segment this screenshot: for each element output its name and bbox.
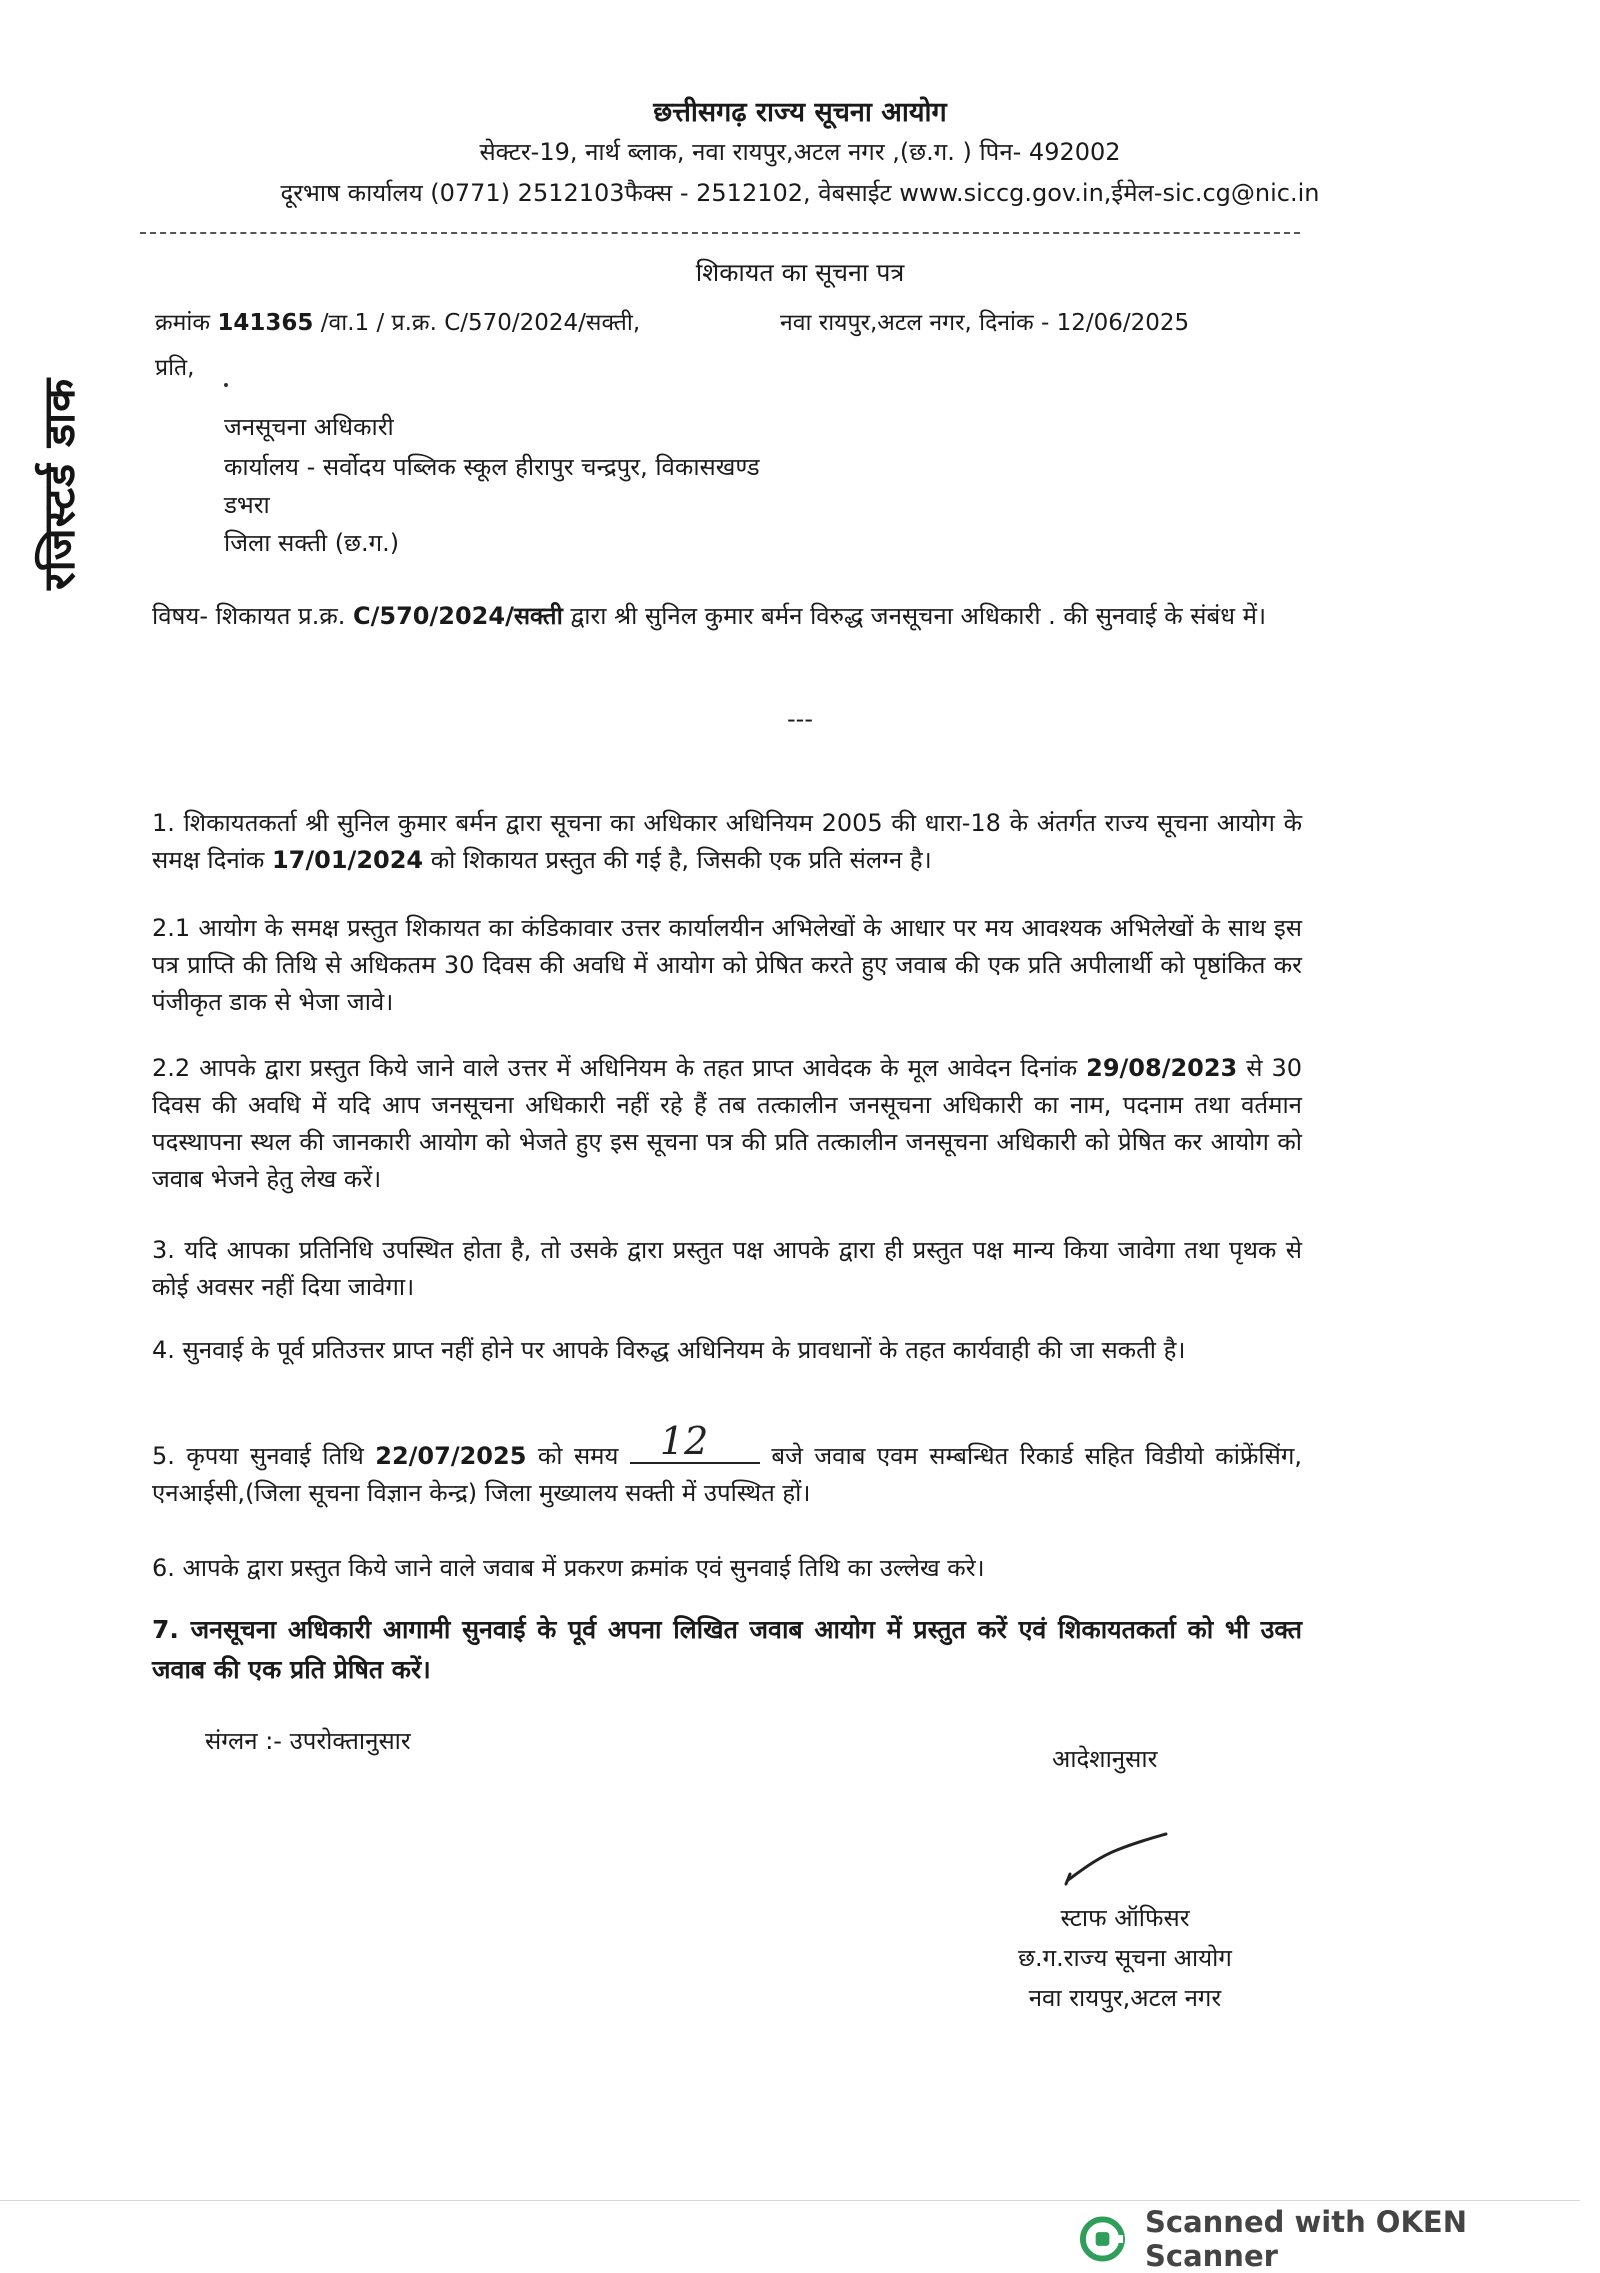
place-date: नवा रायपुर,अटल नगर, दिनांक - 12/06/2025 <box>780 310 1190 336</box>
recipient-line-2: कार्यालय - सर्वोदय पब्लिक स्कूल हीरापुर चन्द्रपुर, विकासखण्ड <box>224 453 760 481</box>
handwritten-time: 12 <box>659 1419 709 1463</box>
paragraph-3: 3. यदि आपका प्रतिनिधि उपस्थित होता है, तो उसके द्वारा प्रस्तुत पक्ष आपके द्वारा ही प्रस्तुत पक्ष मान्य किया जावेगा तथा पृथक से कोई अवसर नहीं दिया जावेगा। <box>152 1236 1302 1301</box>
paragraph-7: 7. जनसूचना अधिकारी आगामी सुनवाई के पूर्व अपना लिखित जवाब आयोग में प्रस्तुत करें एवं शिकायतकर्ता को भी उक्त जवाब की एक प्रति प्रेषित करें। <box>152 1615 1302 1684</box>
reference-number <box>155 305 640 337</box>
subject-rest: द्वारा श्री सुनिल कुमार बर्मन विरुद्ध जनसूचना अधिकारी . की सुनवाई के संबंध में। <box>562 602 1267 630</box>
scanner-watermark <box>1080 2205 1600 2273</box>
header-divider <box>140 232 1300 234</box>
p1-date: 17/01/2024 <box>271 846 424 874</box>
scanner-logo-icon <box>1080 2216 1125 2262</box>
scanner-watermark-text: Scanned with OKEN Scanner <box>1145 2205 1468 2273</box>
p3-date: 29/08/2023 <box>1086 1054 1238 1082</box>
p6-text-b: को समय <box>526 1442 630 1470</box>
scan-footer-divider <box>0 2200 1580 2201</box>
subject-prefix: विषय- शिकायत प्र.क्र. <box>152 602 354 630</box>
by-order-text: आदेशानुसार <box>1052 1745 1158 1773</box>
salutation-to: प्रति, <box>155 355 195 381</box>
p3-text-b: से 30 दिवस की अवधि में यदि आप जनसूचना अधिकारी नहीं रहे हैं तब तत्कालीन जनसूचना अधिकारी का नाम, पदनाम तथा वर्तमान पदस्थापना स्थल की जानकारी आयोग को भेजते हुए इस सूचना पत्र की प्रति तत्कालीन जनसूचना अधिकारी को प्रेषित कर आयोग को जवाब भेजने हेतु लेख करें। <box>152 1054 1302 1193</box>
signatory-designation: स्टाफ ऑफिसर <box>1060 1904 1190 1932</box>
paragraph-5 <box>152 1419 1303 1512</box>
commission-title: छत्तीसगढ़ राज्य सूचना आयोग <box>653 97 947 128</box>
dot-mark <box>224 383 228 387</box>
p6-text-a: 5. कृपया सुनवाई तिथि <box>152 1442 376 1470</box>
ref-suffix: /वा.1 / प्र.क्र. C/570/2024/सक्ती, <box>313 310 641 336</box>
recipient-line-1: जनसूचना अधिकारी <box>224 413 394 441</box>
subject-line <box>152 598 1302 635</box>
ref-prefix: क्रमांक <box>155 310 218 336</box>
paragraph-6: 6. आपके द्वारा प्रस्तुत किये जाने वाले जवाब में प्रकरण क्रमांक एवं सुनवाई तिथि का उल्लेख करे। <box>152 1554 985 1582</box>
registered-post-stamp: रजिस्टर्ड डाक <box>35 377 85 590</box>
commission-contact: दूरभाष कार्यालय (0771) 2512103फैक्स - 2512102, वेबसाईट www.siccg.gov.in,ईमेल-sic.cg@nic.in <box>280 179 1320 207</box>
enclosure-note: संग्लन :- उपरोक्तानुसार <box>205 1727 411 1755</box>
document-title: शिकायत का सूचना पत्र <box>695 258 905 287</box>
ref-number: 141365 <box>217 310 314 336</box>
p6-text-c: बजे जवाब एवम सम्बन्धित रिकार्ड सहित विडीयो कांफ्रेंसिंग, एनआईसी,(जिला सूचना विज्ञान केन्द्र) जिला मुख्यालय सक्ती में उपस्थित हों। <box>152 1442 1303 1507</box>
paragraph-2-2 <box>152 1050 1302 1198</box>
paragraph-2-1: 2.1 आयोग के समक्ष प्रस्तुत शिकायत का कंडिकावार उत्तर कार्यालयीन अभिलेखों के आधार पर मय आवश्यक अभिलेखों के साथ इस पत्र प्राप्ति की तिथि से अधिकतम 30 दिवस की अवधि में आयोग को प्रेषित करते हुए जवाब की एक प्रति अपीलार्थी को पृष्ठांकित कर पंजीकृत डाक से भेजा जावे। <box>152 914 1302 1016</box>
hearing-time-blank <box>630 1419 760 1464</box>
p1-text-a: 1. शिकायतकर्ता श्री सुनिल कुमार बर्मन द्वारा सूचना का अधिकार अधिनियम 2005 की धारा-18 के अंतर्गत राज्य सूचना आयोग के समक्ष दिनांक <box>152 809 1302 874</box>
signature-mark <box>1062 1830 1172 1890</box>
p3-text-a: 2.2 आपके द्वारा प्रस्तुत किये जाने वाले उत्तर में अधिनियम के तहत प्राप्त आवेदक के मूल आवेदन दिनांक <box>152 1054 1087 1082</box>
commission-address: सेक्टर-19, नार्थ ब्लाक, नवा रायपुर,अटल नगर ,(छ.ग. ) पिन- 492002 <box>479 138 1121 166</box>
signatory-office: छ.ग.राज्य सूचना आयोग <box>1018 1944 1232 1972</box>
paragraph-1 <box>152 805 1302 879</box>
signatory-place: नवा रायपुर,अटल नगर <box>1028 1984 1222 2012</box>
subject-case-number: C/570/2024/सक्ती <box>353 602 563 630</box>
p6-hearing-date: 22/07/2025 <box>375 1442 527 1470</box>
paragraph-4: 4. सुनवाई के पूर्व प्रतिउत्तर प्राप्त नहीं होने पर आपके विरुद्ध अधिनियम के प्रावधानों के तहत कार्यवाही की जा सकती है। <box>152 1336 1186 1364</box>
recipient-line-4: जिला सक्ती (छ.ग.) <box>224 529 400 557</box>
separator: --- <box>787 705 813 733</box>
recipient-line-3: डभरा <box>224 491 270 519</box>
p1-text-b: को शिकायत प्रस्तुत की गई है, जिसकी एक प्रति संलग्न है। <box>423 846 932 874</box>
